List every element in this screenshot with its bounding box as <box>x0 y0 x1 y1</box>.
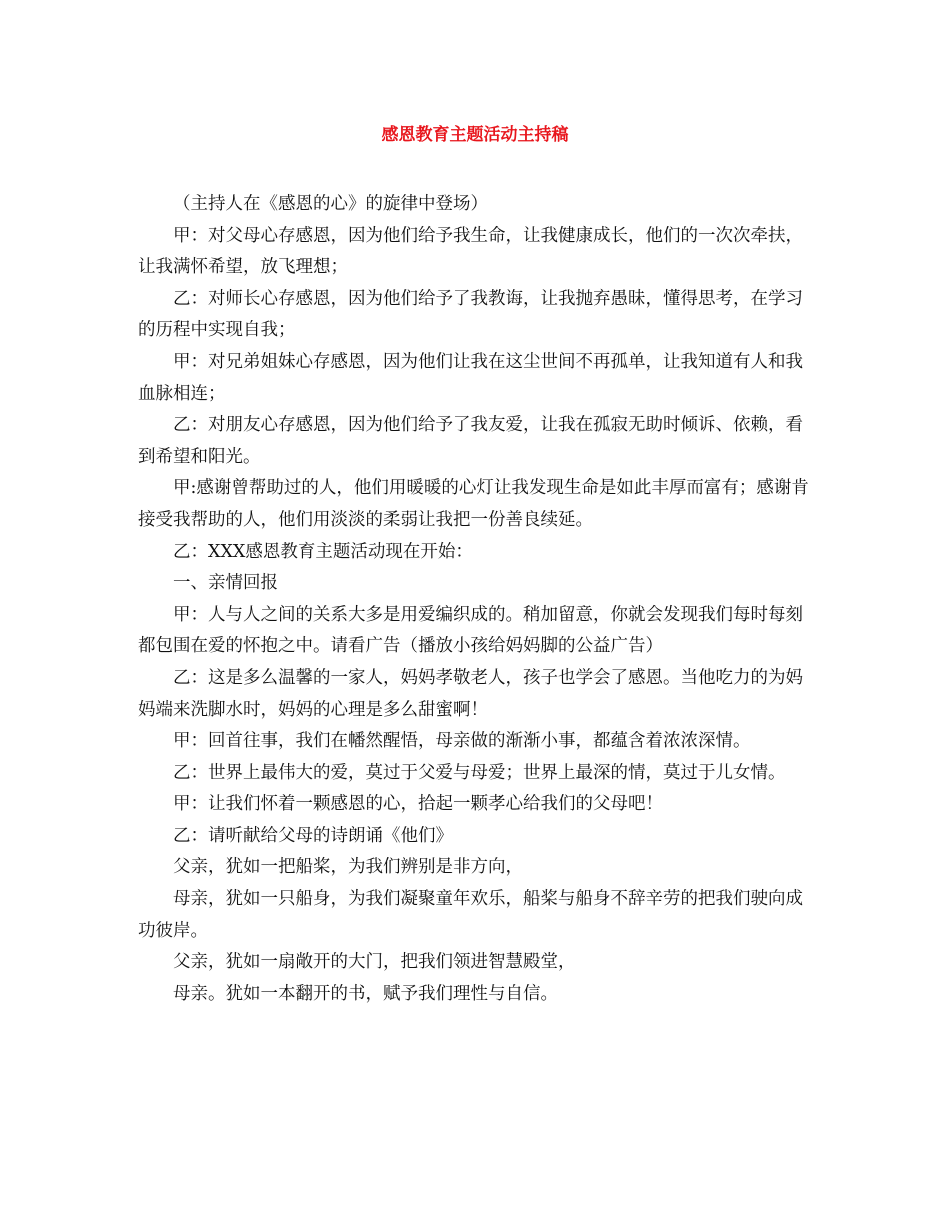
paragraph: 甲：人与人之间的关系大多是用爱编织成的。稍加留意，你就会发现我们每时每刻都包围在爱的怀抱之中。请看广告（播放小孩给妈妈脚的公益广告） <box>138 604 803 657</box>
document-title: 感恩教育主题活动主持稿 <box>381 125 569 145</box>
poem-line: 父亲，犹如一把船桨，为我们辨别是非方向， <box>173 857 523 878</box>
paragraph: 甲：让我们怀着一颗感恩的心，拾起一颗孝心给我们的父母吧！ <box>173 794 663 815</box>
paragraph: 甲：对兄弟姐妹心存感恩，因为他们让我在这尘世间不再孤单，让我知道有人和我血脉相连； <box>138 351 803 404</box>
paragraph-intro: （主持人在《感恩的心》的旋律中登场） <box>173 194 488 214</box>
paragraph: 乙：这是多么温馨的一家人，妈妈孝敬老人，孩子也学会了感恩。当他吃力的为妈妈端来洗脚水时，妈妈的心理是多么甜蜜啊！ <box>138 667 803 720</box>
paragraph: 乙：XXX感恩教育主题活动现在开始： <box>173 541 473 562</box>
paragraph: 乙：请听献给父母的诗朗诵《他们》 <box>173 825 453 846</box>
paragraph: 甲：回首往事，我们在幡然醒悟，母亲做的渐渐小事，都蕴含着浓浓深情。 <box>173 731 751 752</box>
paragraph: 甲：对父母心存感恩，因为他们给予我生命，让我健康成长，他们的一次次牵扶，让我满怀希望，放飞理想； <box>138 225 803 278</box>
poem-line: 父亲，犹如一扇敞开的大门，把我们领进智慧殿堂， <box>173 952 576 973</box>
poem-line: 母亲。犹如一本翻开的书，赋予我们理性与自信。 <box>173 983 558 1004</box>
paragraph: 乙：对朋友心存感恩，因为他们给予了我友爱，让我在孤寂无助时倾诉、依赖，看到希望和阳光。 <box>138 415 803 467</box>
document-body <box>138 189 818 1010</box>
poem-line: 母亲，犹如一只船身，为我们凝聚童年欢乐，船桨与船身不辞辛劳的把我们驶向成功彼岸。 <box>138 889 803 941</box>
section-heading: 一、亲情回报 <box>173 573 278 594</box>
paragraph: 乙：对师长心存感恩，因为他们给予了我教诲，让我抛弃愚昧，懂得思考，在学习的历程中实现自我； <box>138 288 803 341</box>
paragraph: 乙：世界上最伟大的爱，莫过于父爱与母爱；世界上最深的情，莫过于儿女情。 <box>173 762 786 783</box>
paragraph: 甲:感谢曾帮助过的人，他们用暖暖的心灯让我发现生命是如此丰厚而富有；感谢肯接受我帮助的人，他们用淡淡的柔弱让我把一份善良续延。 <box>138 478 809 530</box>
